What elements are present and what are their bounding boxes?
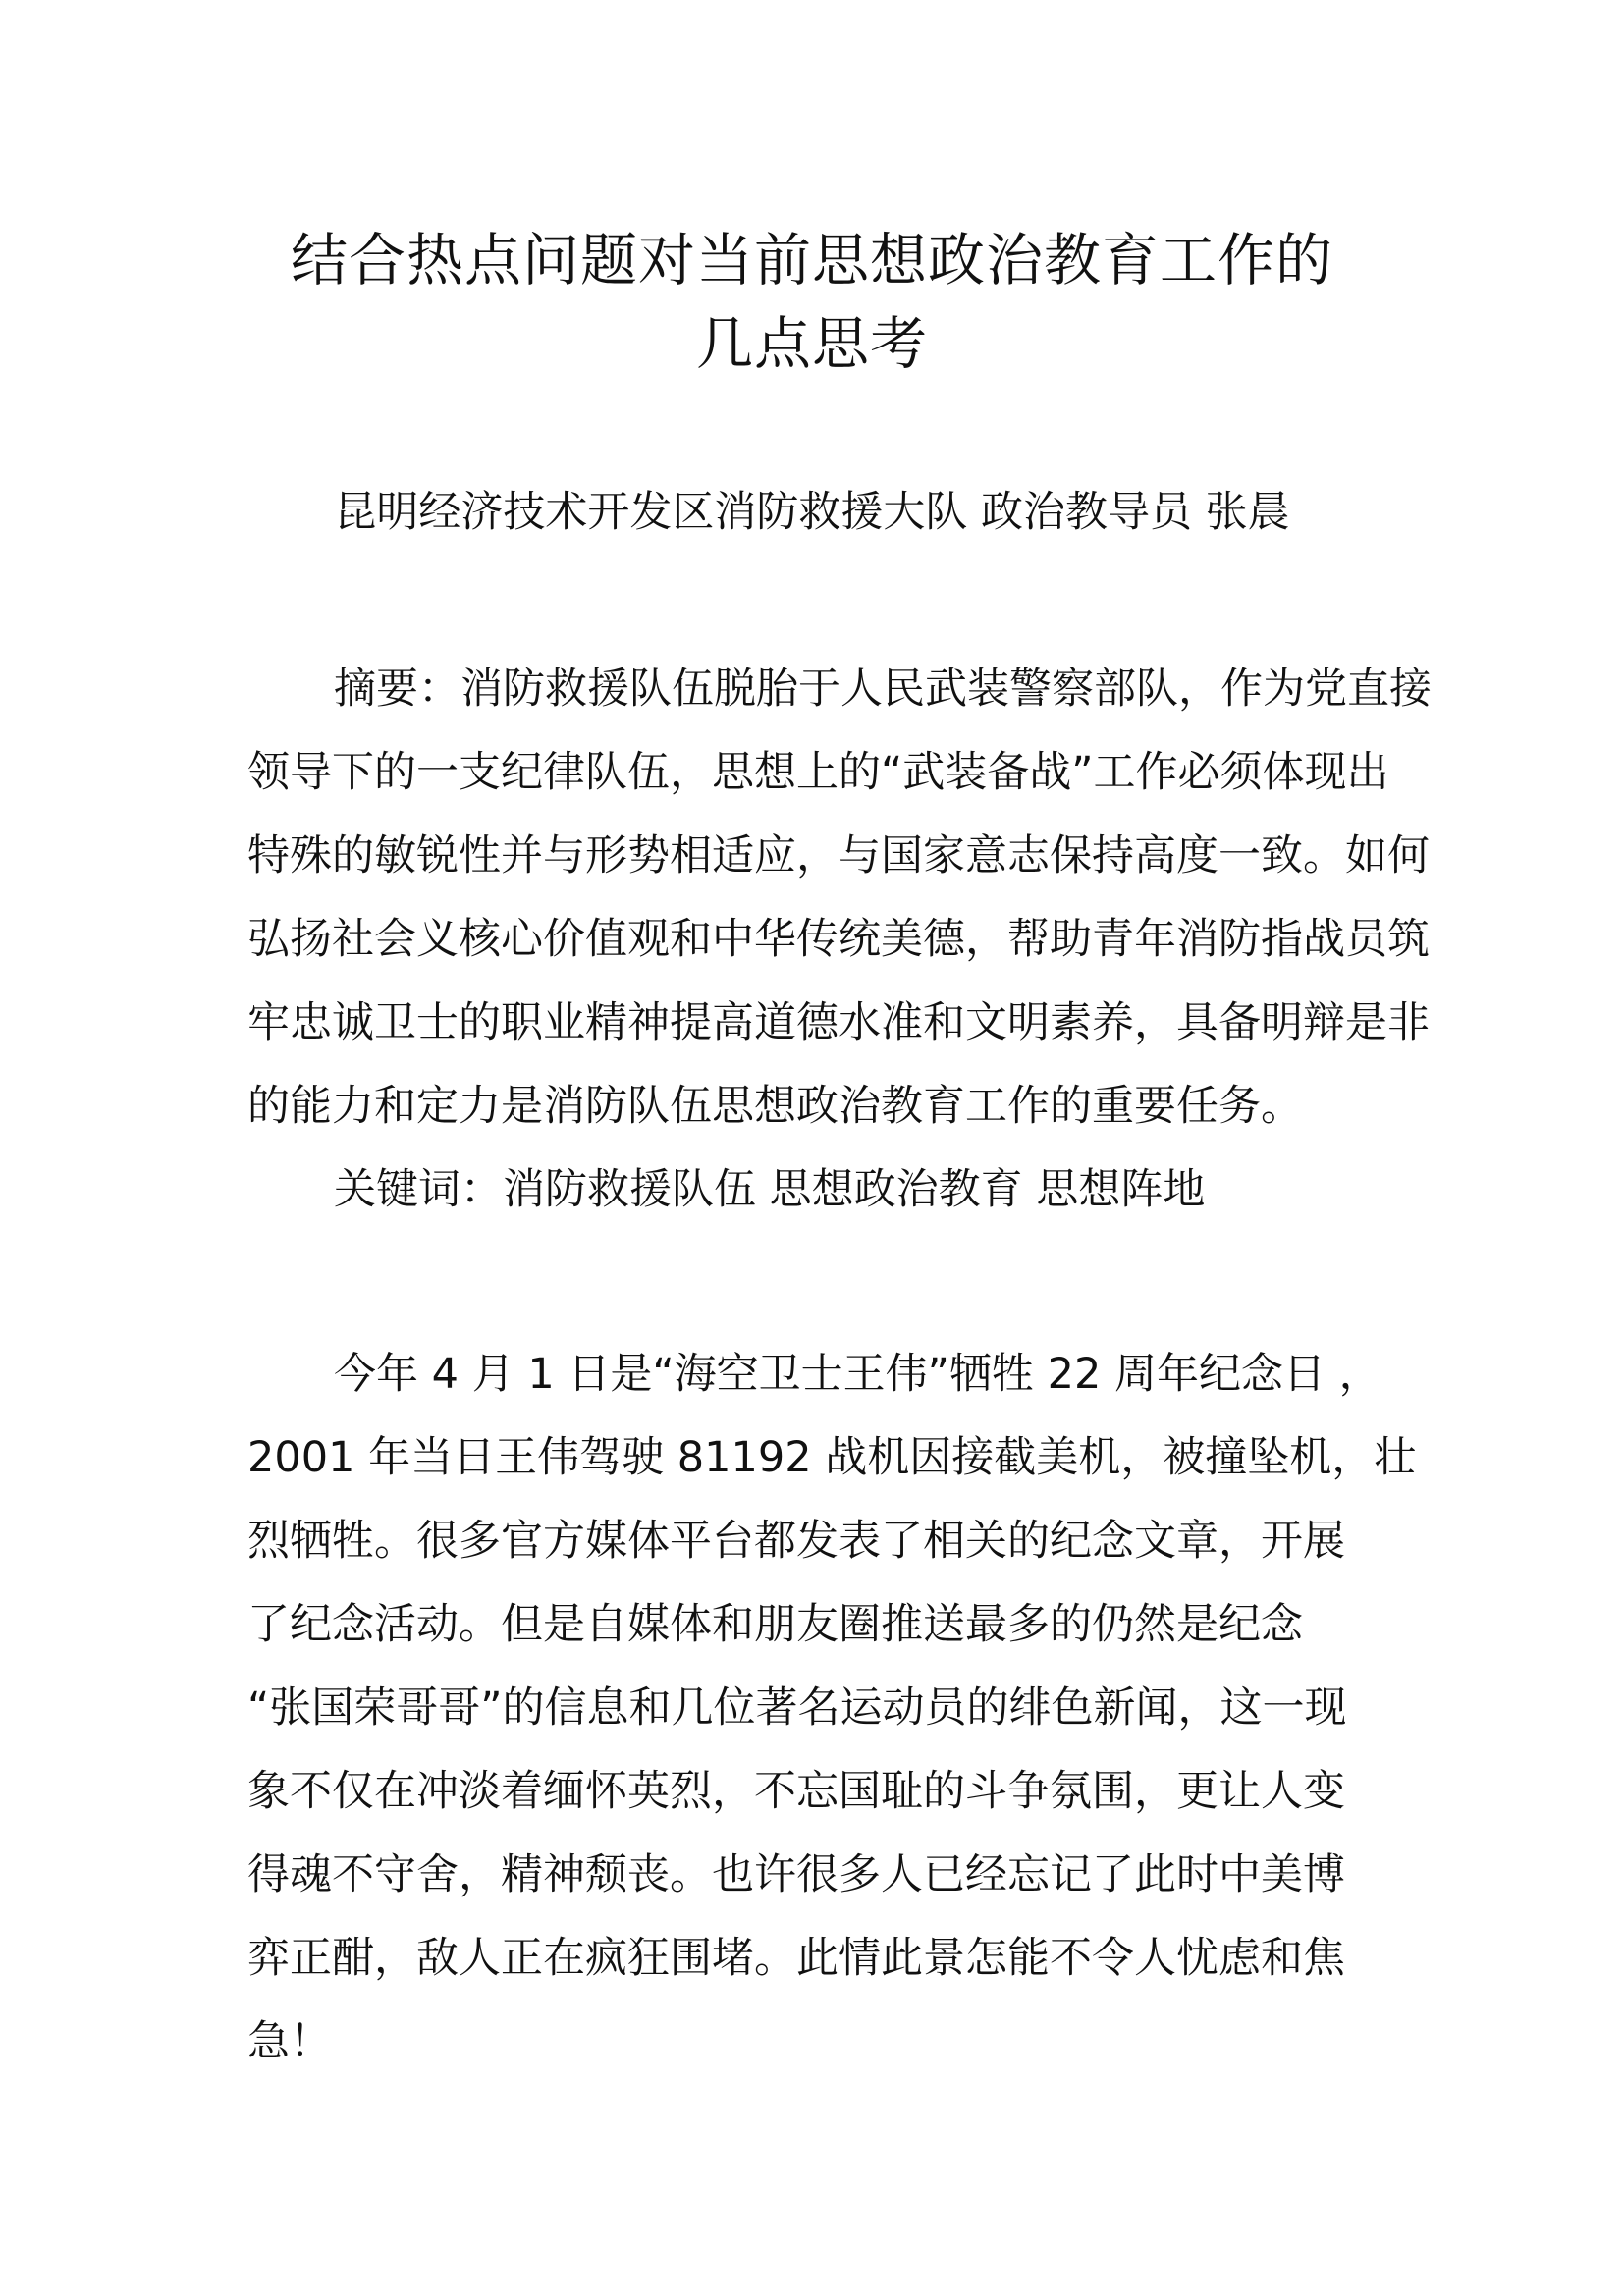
author-byline: 昆明经济技术开发区消防救援大队 政治教导员 张晨 (334, 488, 1290, 537)
body-line: 了纪念活动。但是自媒体和朋友圈推送最多的仍然是纪念 (247, 1600, 1303, 1649)
abstract-line: 特殊的敏锐性并与形势相适应，与国家意志保持高度一致。如何 (247, 831, 1430, 881)
document-title-line-2: 几点思考 (695, 310, 928, 377)
body-line: 2001 年当日王伟驾驶 81192 战机因接截美机，被撞坠机，壮 (247, 1433, 1417, 1482)
body-line: 今年 4 月 1 日是“海空卫士王伟”牺牲 22 周年纪念日 ， (334, 1350, 1381, 1399)
body-line: 弈正酣，敌人正在疯狂围堵。此情此景怎能不令人忧虑和焦 (247, 1934, 1345, 1983)
abstract-line: 摘要：消防救援队伍脱胎于人民武装警察部队，作为党直接 (334, 665, 1432, 714)
body-line: “张国荣哥哥”的信息和几位著名运动员的绯色新闻，这一现 (247, 1683, 1347, 1733)
body-line: 象不仅在冲淡着缅怀英烈，不忘国耻的斗争氛围，更让人变 (247, 1767, 1345, 1816)
keywords-line: 关键词：消防救援队伍 思想政治教育 思想阵地 (334, 1165, 1206, 1214)
abstract-line: 弘扬社会义核心价值观和中华传统美德，帮助青年消防指战员筑 (247, 915, 1430, 964)
body-line: 得魂不守舍，精神颓丧。也许很多人已经忘记了此时中美博 (247, 1850, 1345, 1899)
body-line: 烈牺牲。很多官方媒体平台都发表了相关的纪念文章，开展 (247, 1517, 1345, 1566)
document-title-line-1: 结合热点问题对当前思想政治教育工作的 (290, 227, 1333, 294)
abstract-line: 牢忠诚卫士的职业精神提高道德水准和文明素养，具备明辩是非 (247, 998, 1430, 1047)
abstract-line: 的能力和定力是消防队伍思想政治教育工作的重要任务。 (247, 1082, 1303, 1131)
body-line: 急！ (247, 2017, 332, 2066)
abstract-line: 领导下的一支纪律队伍，思想上的“武装备战”工作必须体现出 (247, 748, 1389, 797)
